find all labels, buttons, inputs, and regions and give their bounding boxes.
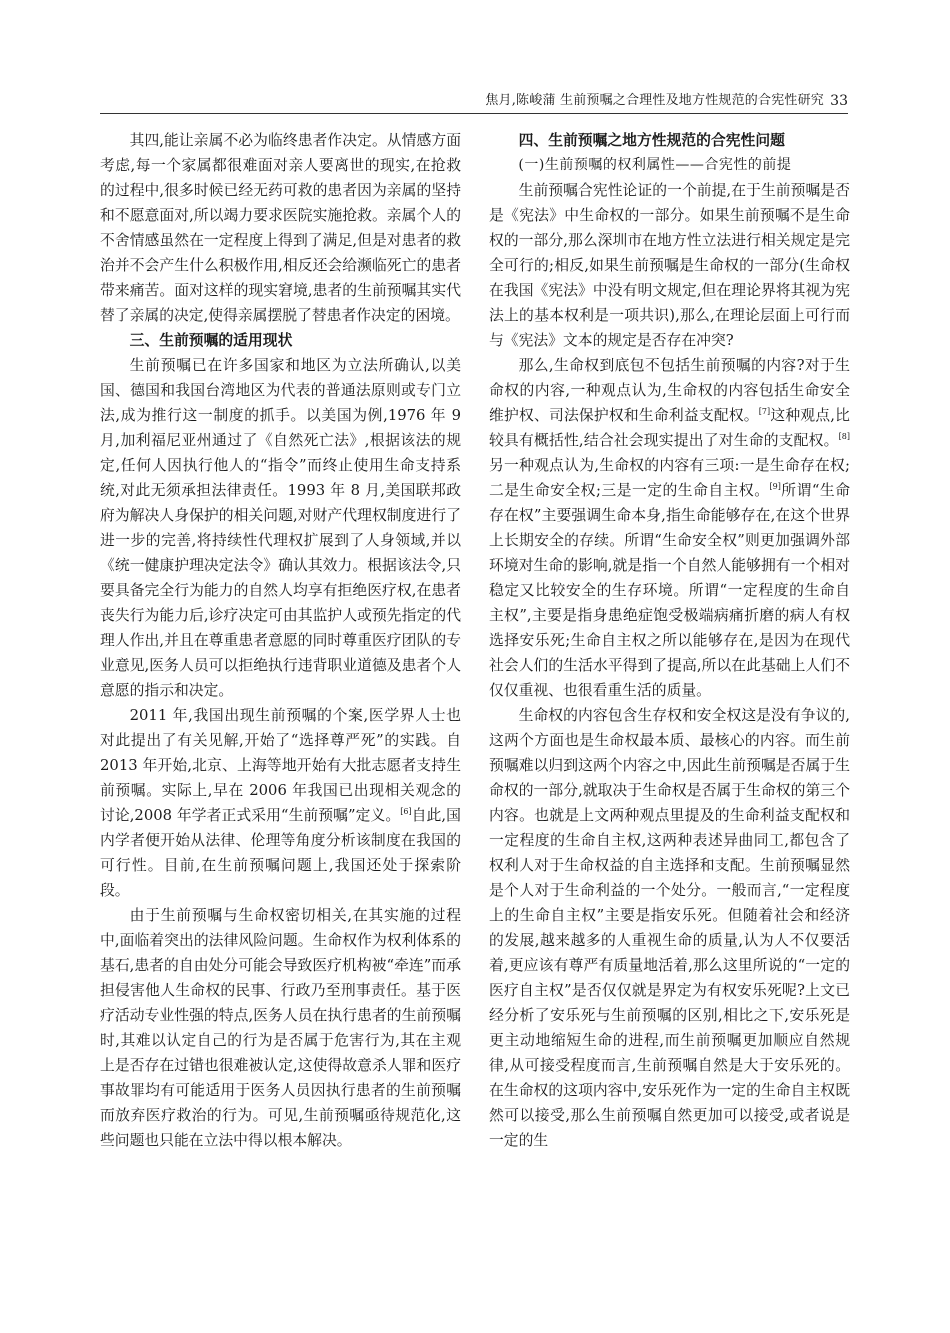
paragraph <box>100 703 461 903</box>
paragraph-text: 那么,生命权到底包不包括生前预嘱的内容?对于生命权的内容,一种观点认为,生命权的内容包括生命安全维护权、司法保护权和生命利益支配权。 <box>489 357 850 424</box>
citation-7: [7] <box>758 407 771 417</box>
running-title: 焦月,陈峻蒲 生前预嘱之合理性及地方性规范的合宪性研究 <box>485 93 824 108</box>
header-rule <box>100 113 848 114</box>
paragraph-text: 另一种观点认为,生命权的内容有三项:一是生命存在权;二是生命安全权;三是一定的生命自主权。 <box>489 457 850 499</box>
page-number: 33 <box>830 93 848 109</box>
running-header <box>100 91 848 115</box>
citation-8: [8] <box>838 432 850 442</box>
citation-6: [6] <box>400 807 412 817</box>
paragraph: 其四,能让亲属不必为临终患者作决定。从情感方面考虑,每一个家属都很难面对亲人要离世的现实,在抢救的过程中,很多时候已经无药可救的患者因为亲属的坚持和不愿意面对,所以竭力要求医院实施抢救。亲属个人的不舍情感虽然在一定程度上得到了满足,但是对患者的救治并不会产生什么积极作用,相反还会给濒临死亡的患者带来痛苦。面对这样的现实窘境,患者的生前预嘱其实代替了亲属的决定,使得亲属摆脱了替患者作决定的困境。 <box>100 132 461 324</box>
right-column <box>489 128 850 1153</box>
paragraph-text: 所谓“生命存在权”主要强调生命本身,指生命能够存在,在这个世界上长期安全的存续。所谓“生命安全权”则更加强调外部环境对生命的影响,就是指一个自然人能够拥有一个相对稳定又比较安全的生存环境。所谓“一定程度的生命自主权”,主要是指身患绝症饱受极端病痛折磨的病人有权选择安乐死;生命自主权之所以能够存在,是因为在现代社会人们的生活水平得到了提高,所以在此基础上人们不仅仅重视、也很看重生活的质量。 <box>489 482 850 699</box>
paragraph <box>489 353 850 703</box>
paragraph-text: 2011 年,我国出现生前预嘱的个案,医学界人士也对此提出了有关见解,开始了“选择尊严死”的实践。自 2013 年开始,北京、上海等地开始有大批志愿者支持生前预嘱。实际上,早在 2006 年我国已出现相关观念的讨论,2008 年学者正式采用“生前预嘱”定义。 <box>100 707 461 824</box>
paragraph-text: 自此,国内学者便开始从法律、伦理等角度分析该制度在我国的可行性。目前,在生前预嘱问题上,我国还处于探索阶段。 <box>100 807 461 899</box>
paragraph: 生前预嘱已在许多国家和地区为立法所确认,以美国、德国和我国台湾地区为代表的普通法原则或专门立法,成为推行这一制度的抓手。以美国为例,1976 年 9 月,加利福尼亚州通过了《自然死亡法》,根据该法的规定,任何人因执行他人的“指令”而终止使用生命支持系统,对此无须承担法律责任。1993 年 8 月,美国联邦政府为解决人身保护的相关问题,对财产代理权制度进行了进一步的完善,将持续性代理权扩展到了人身领域,并以《统一健康护理决定法令》确认其效力。根据该法令,只要具备完全行为能力的自然人均享有拒绝医疗权,在患者丧失行为能力后,诊疗决定可由其监护人或预先指定的代理人作出,并且在尊重患者意愿的同时尊重医疗团队的专业意见,医务人员可以拒绝执行违背职业道德及患者个人意愿的指示和决定。 <box>100 357 461 699</box>
paragraph-text: 这种观点,比较具有概括性,结合社会现实提出了对生命的支配权。 <box>489 407 850 449</box>
paragraph: 生命权的内容包含生存权和安全权这是没有争议的,这两个方面也是生命权最本质、最核心的内容。而生前预嘱难以归到这两个内容之中,因此生前预嘱是否属于生命权的一部分,就取决于生命权是否属于生命权的第三个内容。也就是上文两种观点里提及的生命利益支配权和一定程度的生命自主权,这两种表述异曲同工,都包含了权利人对于生命权益的自主选择和支配。生前预嘱显然是个人对于生命利益的一个处分。一般而言,“一定程度上的生命自主权”主要是指安乐死。但随着社会和经济的发展,越来越多的人重视生命的质量,认为人不仅要活着,更应该有尊严有质量地活着,那么这里所说的“一定的医疗自主权”是否仅仅就是界定为有权安乐死呢?上文已经分析了安乐死与生前预嘱的区别,相比之下,安乐死是更主动地缩短生命的进程,而生前预嘱更加顺应自然规律,从可接受程度而言,生前预嘱自然是大于安乐死的。在生命权的这项内容中,安乐死作为一定的生命自主权既然可以接受,那么生前预嘱自然更加可以接受,或者说是一定的生 <box>489 707 850 1149</box>
paragraph: 生前预嘱合宪性论证的一个前提,在于生前预嘱是否是《宪法》中生命权的一部分。如果生前预嘱不是生命权的一部分,那么深圳市在地方性立法进行相关规定是完全可行的;相反,如果生前预嘱是生命权的一部分(生命权在我国《宪法》中没有明文规定,但在理论界将其视为宪法上的基本权利是一项共识),那么,在理论层面上可行而与《宪法》文本的规定是否存在冲突? <box>489 182 850 349</box>
subsection-heading: (一)生前预嘱的权利属性——合宪性的前提 <box>518 157 792 173</box>
citation-9: [9] <box>769 482 781 492</box>
paragraph: 由于生前预嘱与生命权密切相关,在其实施的过程中,面临着突出的法律风险问题。生命权作为权利体系的基石,患者的自由处分可能会导致医疗机构被“牵连”而承担侵害他人生命权的民事、行政乃至刑事责任。基于医疗活动专业性强的特点,医务人员在执行患者的生前预嘱时,其难以认定自己的行为是否属于危害行为,其在主观上是否存在过错也很难被认定,这使得故意杀人罪和医疗事故罪均有可能适用于医务人员因执行患者的生前预嘱而放弃医疗救治的行为。可见,生前预嘱亟待规范化,这些问题也只能在立法中得以根本解决。 <box>100 907 461 1149</box>
left-column <box>100 128 461 1153</box>
section-heading-4: 四、生前预嘱之地方性规范的合宪性问题 <box>518 132 785 149</box>
section-heading-3: 三、生前预嘱的适用现状 <box>129 332 293 349</box>
